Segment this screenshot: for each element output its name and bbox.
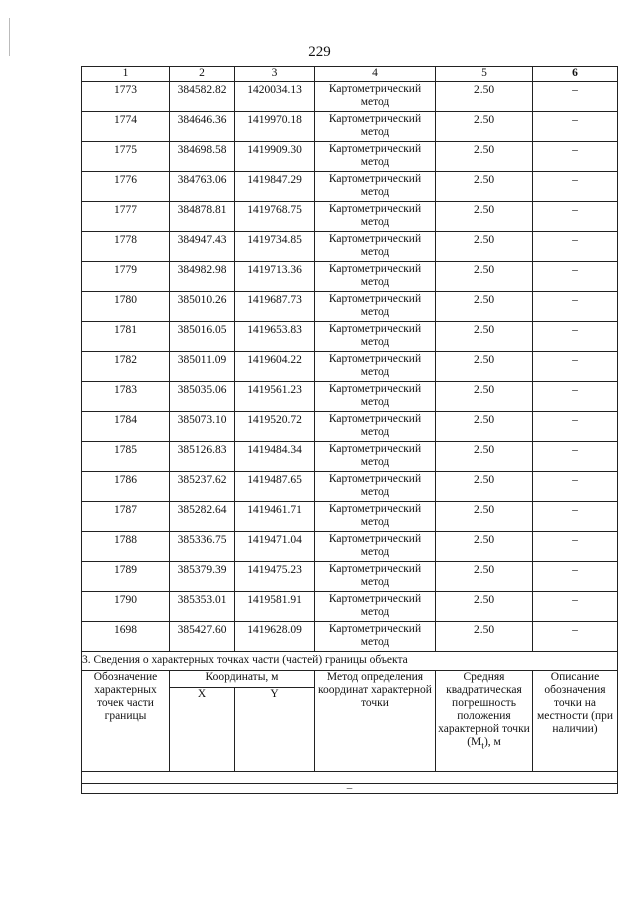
point-number-cell: 1787 bbox=[82, 502, 170, 532]
point-label-header: Обозначение характерных точек части границы bbox=[82, 671, 170, 772]
method-line-2: метод bbox=[360, 456, 390, 468]
method-line-2: метод bbox=[360, 96, 390, 108]
table-row bbox=[82, 562, 618, 592]
error-cell: 2.50 bbox=[436, 142, 533, 172]
method-line-2: метод bbox=[360, 636, 390, 648]
y-header: Y bbox=[235, 688, 315, 772]
method-line-1: Картометрический bbox=[328, 623, 422, 635]
method-line-1: Картометрический bbox=[328, 593, 422, 605]
y-coordinate-cell: 1419653.83 bbox=[235, 322, 315, 352]
x-coordinate-cell: 385353.01 bbox=[170, 592, 235, 622]
description-cell: – bbox=[533, 382, 618, 412]
method-cell bbox=[315, 562, 436, 592]
description-cell: – bbox=[533, 502, 618, 532]
method-cell bbox=[315, 622, 436, 652]
x-coordinate-cell: 385379.39 bbox=[170, 562, 235, 592]
x-coordinate-cell: 385427.60 bbox=[170, 622, 235, 652]
method-line-1: Картометрический bbox=[328, 473, 422, 485]
point-number-cell: 1698 bbox=[82, 622, 170, 652]
error-cell: 2.50 bbox=[436, 172, 533, 202]
error-cell: 2.50 bbox=[436, 112, 533, 142]
method-cell bbox=[315, 82, 436, 112]
table-row bbox=[82, 82, 618, 112]
table-row bbox=[82, 502, 618, 532]
x-coordinate-cell: 385016.05 bbox=[170, 322, 235, 352]
x-coordinate-cell: 384582.82 bbox=[170, 82, 235, 112]
y-coordinate-cell: 1419604.22 bbox=[235, 352, 315, 382]
table-row bbox=[82, 292, 618, 322]
method-line-2: метод bbox=[360, 336, 390, 348]
point-number-cell: 1779 bbox=[82, 262, 170, 292]
description-header: Описание обозначения точки на местности (при наличии) bbox=[533, 671, 618, 772]
description-cell: – bbox=[533, 82, 618, 112]
method-line-2: метод bbox=[360, 396, 390, 408]
point-number-cell: 1790 bbox=[82, 592, 170, 622]
column-number-header bbox=[82, 67, 618, 82]
table-row bbox=[82, 532, 618, 562]
method-line-1: Картометрический bbox=[328, 233, 422, 245]
method-line-1: Картометрический bbox=[328, 353, 422, 365]
table-row bbox=[82, 592, 618, 622]
point-number-cell: 1783 bbox=[82, 382, 170, 412]
method-line-1: Картометрический bbox=[328, 173, 422, 185]
point-number-cell: 1784 bbox=[82, 412, 170, 442]
method-line-1: Картометрический bbox=[328, 563, 422, 575]
x-coordinate-cell: 385126.83 bbox=[170, 442, 235, 472]
description-cell: – bbox=[533, 352, 618, 382]
method-line-1: Картометрический bbox=[328, 323, 422, 335]
method-line-1: Картометрический bbox=[328, 533, 422, 545]
x-coordinate-cell: 385035.06 bbox=[170, 382, 235, 412]
error-cell: 2.50 bbox=[436, 232, 533, 262]
x-coordinate-cell: 385073.10 bbox=[170, 412, 235, 442]
description-cell: – bbox=[533, 472, 618, 502]
y-coordinate-cell: 1419713.36 bbox=[235, 262, 315, 292]
table-row bbox=[82, 112, 618, 142]
y-coordinate-cell: 1419768.75 bbox=[235, 202, 315, 232]
table-row bbox=[82, 172, 618, 202]
description-cell: – bbox=[533, 622, 618, 652]
error-cell: 2.50 bbox=[436, 562, 533, 592]
table-row bbox=[82, 262, 618, 292]
error-header-unit: ), м bbox=[483, 736, 501, 748]
method-line-2: метод bbox=[360, 126, 390, 138]
point-number-cell: 1789 bbox=[82, 562, 170, 592]
point-number-cell: 1776 bbox=[82, 172, 170, 202]
method-line-2: метод bbox=[360, 426, 390, 438]
method-line-1: Картометрический bbox=[328, 83, 422, 95]
point-number-cell: 1775 bbox=[82, 142, 170, 172]
x-coordinate-cell: 384763.06 bbox=[170, 172, 235, 202]
error-cell: 2.50 bbox=[436, 262, 533, 292]
header-cell: 4 bbox=[315, 67, 436, 82]
x-coordinate-cell: 384698.58 bbox=[170, 142, 235, 172]
method-line-2: метод bbox=[360, 516, 390, 528]
method-cell bbox=[315, 382, 436, 412]
method-cell bbox=[315, 142, 436, 172]
method-cell bbox=[315, 532, 436, 562]
description-cell: – bbox=[533, 442, 618, 472]
error-header bbox=[436, 671, 533, 772]
method-cell bbox=[315, 412, 436, 442]
method-line-2: метод bbox=[360, 216, 390, 228]
method-line-2: метод bbox=[360, 276, 390, 288]
method-header: Метод определения координат характерной точки bbox=[315, 671, 436, 772]
error-cell: 2.50 bbox=[436, 442, 533, 472]
description-cell: – bbox=[533, 592, 618, 622]
page-number: 229 bbox=[308, 44, 331, 60]
error-cell: 2.50 bbox=[436, 82, 533, 112]
method-cell bbox=[315, 442, 436, 472]
x-coordinate-cell: 385011.09 bbox=[170, 352, 235, 382]
y-coordinate-cell: 1419520.72 bbox=[235, 412, 315, 442]
description-cell: – bbox=[533, 412, 618, 442]
header-cell: 6 bbox=[533, 67, 618, 82]
point-number-cell: 1782 bbox=[82, 352, 170, 382]
section-3-row bbox=[82, 652, 618, 671]
method-cell bbox=[315, 232, 436, 262]
error-cell: 2.50 bbox=[436, 412, 533, 442]
point-number-cell: 1781 bbox=[82, 322, 170, 352]
method-line-1: Картометрический bbox=[328, 443, 422, 455]
y-coordinate-cell: 1419628.09 bbox=[235, 622, 315, 652]
error-cell: 2.50 bbox=[436, 382, 533, 412]
method-cell bbox=[315, 592, 436, 622]
method-cell bbox=[315, 262, 436, 292]
point-number-cell: 1780 bbox=[82, 292, 170, 322]
table-row bbox=[82, 442, 618, 472]
header-cell: 1 bbox=[82, 67, 170, 82]
y-coordinate-cell: 1419475.23 bbox=[235, 562, 315, 592]
point-number-cell: 1785 bbox=[82, 442, 170, 472]
point-number-cell: 1788 bbox=[82, 532, 170, 562]
x-coordinate-cell: 384646.36 bbox=[170, 112, 235, 142]
table-row bbox=[82, 412, 618, 442]
table-row bbox=[82, 142, 618, 172]
method-line-2: метод bbox=[360, 246, 390, 258]
x-coordinate-cell: 384878.81 bbox=[170, 202, 235, 232]
y-coordinate-cell: 1419734.85 bbox=[235, 232, 315, 262]
y-coordinate-cell: 1419909.30 bbox=[235, 142, 315, 172]
description-cell: – bbox=[533, 322, 618, 352]
x-coordinate-cell: 385010.26 bbox=[170, 292, 235, 322]
error-header-subscript: t bbox=[481, 740, 484, 752]
table-row bbox=[82, 232, 618, 262]
method-line-2: метод bbox=[360, 186, 390, 198]
method-line-1: Картометрический bbox=[328, 383, 422, 395]
method-cell bbox=[315, 472, 436, 502]
method-line-1: Картометрический bbox=[328, 503, 422, 515]
y-coordinate-cell: 1419487.65 bbox=[235, 472, 315, 502]
x-coordinate-cell: 384982.98 bbox=[170, 262, 235, 292]
method-cell bbox=[315, 322, 436, 352]
method-line-2: метод bbox=[360, 156, 390, 168]
method-line-1: Картометрический bbox=[328, 143, 422, 155]
point-number-cell: 1777 bbox=[82, 202, 170, 232]
y-coordinate-cell: 1419581.91 bbox=[235, 592, 315, 622]
table-row bbox=[82, 202, 618, 232]
method-line-1: Картометрический bbox=[328, 293, 422, 305]
y-coordinate-cell: 1419561.23 bbox=[235, 382, 315, 412]
method-line-1: Картометрический bbox=[328, 413, 422, 425]
description-cell: – bbox=[533, 232, 618, 262]
y-coordinate-cell: 1419970.18 bbox=[235, 112, 315, 142]
description-cell: – bbox=[533, 562, 618, 592]
method-line-2: метод bbox=[360, 306, 390, 318]
error-cell: 2.50 bbox=[436, 592, 533, 622]
y-coordinate-cell: 1419847.29 bbox=[235, 172, 315, 202]
method-line-2: метод bbox=[360, 486, 390, 498]
header-cell: 5 bbox=[436, 67, 533, 82]
method-cell bbox=[315, 202, 436, 232]
table-row bbox=[82, 622, 618, 652]
x-header: X bbox=[170, 688, 235, 772]
dash-cell: – bbox=[82, 784, 618, 794]
error-cell: 2.50 bbox=[436, 322, 533, 352]
error-cell: 2.50 bbox=[436, 532, 533, 562]
y-coordinate-cell: 1419484.34 bbox=[235, 442, 315, 472]
error-cell: 2.50 bbox=[436, 502, 533, 532]
error-cell: 2.50 bbox=[436, 202, 533, 232]
method-line-1: Картометрический bbox=[328, 113, 422, 125]
coordinates-table bbox=[81, 66, 618, 794]
method-line-2: метод bbox=[360, 546, 390, 558]
error-cell: 2.50 bbox=[436, 352, 533, 382]
y-coordinate-cell: 1419687.73 bbox=[235, 292, 315, 322]
y-coordinate-cell: 1420034.13 bbox=[235, 82, 315, 112]
x-coordinate-cell: 385237.62 bbox=[170, 472, 235, 502]
point-number-cell: 1773 bbox=[82, 82, 170, 112]
point-number-cell: 1774 bbox=[82, 112, 170, 142]
method-line-2: метод bbox=[360, 366, 390, 378]
point-number-cell: 1778 bbox=[82, 232, 170, 262]
y-coordinate-cell: 1419471.04 bbox=[235, 532, 315, 562]
method-cell bbox=[315, 172, 436, 202]
description-cell: – bbox=[533, 262, 618, 292]
point-number-cell: 1786 bbox=[82, 472, 170, 502]
section-3-header-row-1 bbox=[82, 671, 618, 688]
description-cell: – bbox=[533, 292, 618, 322]
description-cell: – bbox=[533, 142, 618, 172]
method-line-2: метод bbox=[360, 606, 390, 618]
section-3-title: 3. Сведения о характерных точках части (частей) границы объекта bbox=[82, 652, 618, 671]
coordinates-header: Координаты, м bbox=[170, 671, 315, 688]
error-cell: 2.50 bbox=[436, 622, 533, 652]
header-cell: 2 bbox=[170, 67, 235, 82]
x-coordinate-cell: 385336.75 bbox=[170, 532, 235, 562]
table-row bbox=[82, 322, 618, 352]
method-cell bbox=[315, 502, 436, 532]
description-cell: – bbox=[533, 112, 618, 142]
table-row bbox=[82, 472, 618, 502]
x-coordinate-cell: 385282.64 bbox=[170, 502, 235, 532]
table-row bbox=[82, 352, 618, 382]
method-cell bbox=[315, 292, 436, 322]
method-cell bbox=[315, 112, 436, 142]
error-header-text: Средняя квадратическая погрешность положения характерной точки (M bbox=[438, 671, 530, 748]
error-cell: 2.50 bbox=[436, 472, 533, 502]
method-line-1: Картометрический bbox=[328, 263, 422, 275]
method-line-2: метод bbox=[360, 576, 390, 588]
y-coordinate-cell: 1419461.71 bbox=[235, 502, 315, 532]
table-row bbox=[82, 382, 618, 412]
error-cell: 2.50 bbox=[436, 292, 533, 322]
method-cell bbox=[315, 352, 436, 382]
description-cell: – bbox=[533, 202, 618, 232]
description-cell: – bbox=[533, 532, 618, 562]
x-coordinate-cell: 384947.43 bbox=[170, 232, 235, 262]
dash-row bbox=[82, 784, 618, 794]
method-line-1: Картометрический bbox=[328, 203, 422, 215]
header-cell: 3 bbox=[235, 67, 315, 82]
description-cell: – bbox=[533, 172, 618, 202]
